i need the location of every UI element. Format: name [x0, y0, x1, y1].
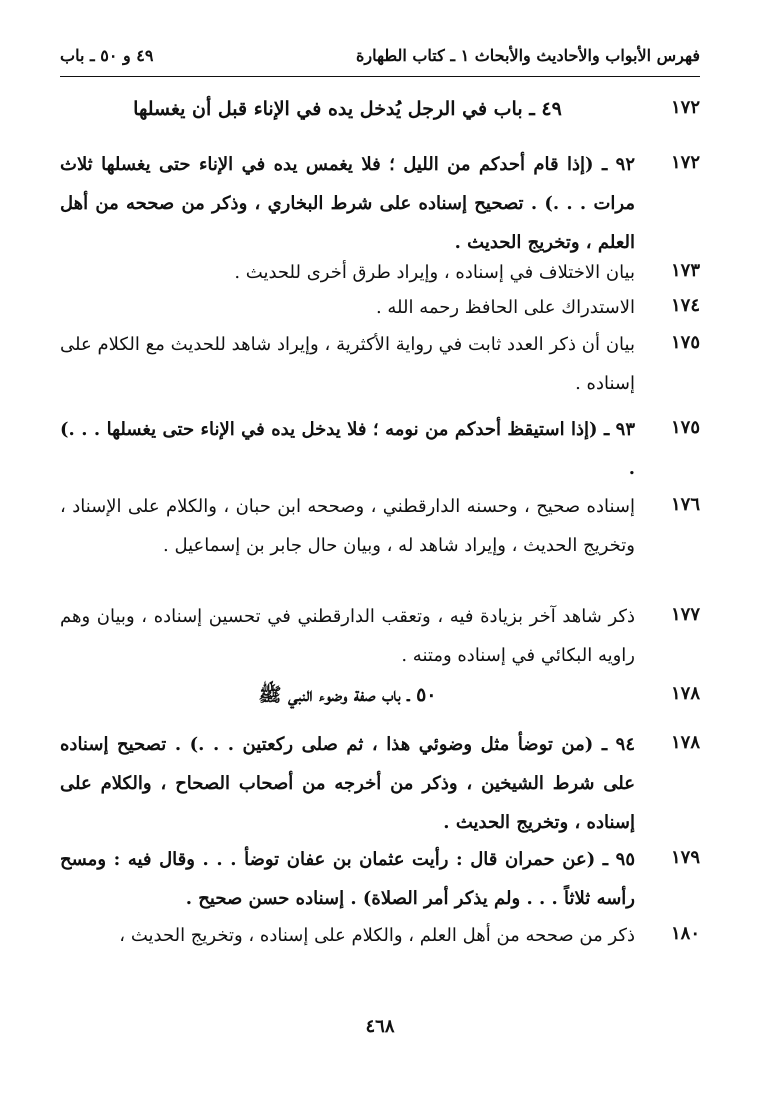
page-number: ١٧٢	[670, 152, 700, 173]
entry-text: ذكر من صححه من أهل العلم ، والكلام على إسناده ، وتخريج الحديث ،	[119, 925, 635, 946]
hadith-entry: ٩٥ ـ (عن حمران قال : رأيت عثمان بن عفان توضأ . . . وقال فيه : ومسح رأسه ثلاثاً . . . ولم يذكر أمر الصلاة) . إسناده حسن صحيح .	[60, 849, 635, 909]
folio-number: ٤٦٨	[365, 1016, 395, 1037]
page-number: ١٧٤	[670, 295, 700, 316]
entry-text: بيان أن ذكر العدد ثابت في رواية الأكثرية ، وإيراد شاهد للحديث مع الكلام على إسناده .	[60, 334, 635, 394]
page-number: ١٧٥	[670, 417, 700, 438]
header-title: فهرس الأبواب والأحاديث والأبحاث ١ ـ كتاب الطهارة	[355, 46, 700, 65]
page-number: ١٨٠	[670, 923, 700, 944]
page-number: ١٧٩	[670, 847, 700, 868]
chapter-heading: ٥٠ ـ باب صفة وضوء النبي ﷺ	[258, 684, 437, 706]
hadith-entry: ٩٢ ـ (إذا قام أحدكم من الليل ؛ فلا يغمس يده في الإناء حتى يغسلها ثلاث مرات . . .) . تصحيح إسناده على شرط البخاري ، وذكر من صححه من أهل العلم ، وتخريج الحديث .	[60, 154, 635, 253]
entry-text: ذكر شاهد آخر بزيادة فيه ، وتعقب الدارقطني في تحسين إسناده ، وبيان وهم راويه البكائي في إسناده ومتنه .	[60, 606, 635, 666]
page-number: ١٧٢	[670, 97, 700, 118]
running-header	[60, 38, 700, 77]
page-number: ١٧٧	[670, 604, 700, 625]
hadith-entry: ٩٣ ـ (إذا استيقظ أحدكم من نومه ؛ فلا يدخل يده في الإناء حتى يغسلها . . .) .	[60, 419, 635, 479]
entry-text: بيان الاختلاف في إسناده ، وإيراد طرق أخرى للحديث .	[234, 262, 635, 283]
hadith-entry: ٩٤ ـ (من توضأ مثل وضوئي هذا ، ثم صلى ركعتين . . .) . تصحيح إسناده على شرط الشيخين ، وذكر من أخرجه من أصحاب الصحاح ، والكلام على إسناده ، وتخريج الحديث .	[60, 734, 635, 833]
index-page	[60, 38, 700, 1068]
page-number: ١٧٦	[670, 494, 700, 515]
header-section: ٤٩ و ٥٠ ـ باب	[60, 46, 154, 65]
chapter-heading: ٤٩ ـ باب في الرجل يُدخل يده في الإناء قبل أن يغسلها	[133, 98, 562, 120]
page-number: ١٧٨	[670, 683, 700, 704]
page-number: ١٧٣	[670, 260, 700, 281]
entry-text: إسناده صحيح ، وحسنه الدارقطني ، وصححه ابن حبان ، والكلام على الإسناد ، وتخريج الحديث ، وإيراد شاهد له ، وبيان حال جابر بن إسماعيل .	[60, 496, 635, 556]
entry-text: الاستدراك على الحافظ رحمه الله .	[375, 297, 635, 318]
page-number: ١٧٨	[670, 732, 700, 753]
page-number: ١٧٥	[670, 332, 700, 353]
